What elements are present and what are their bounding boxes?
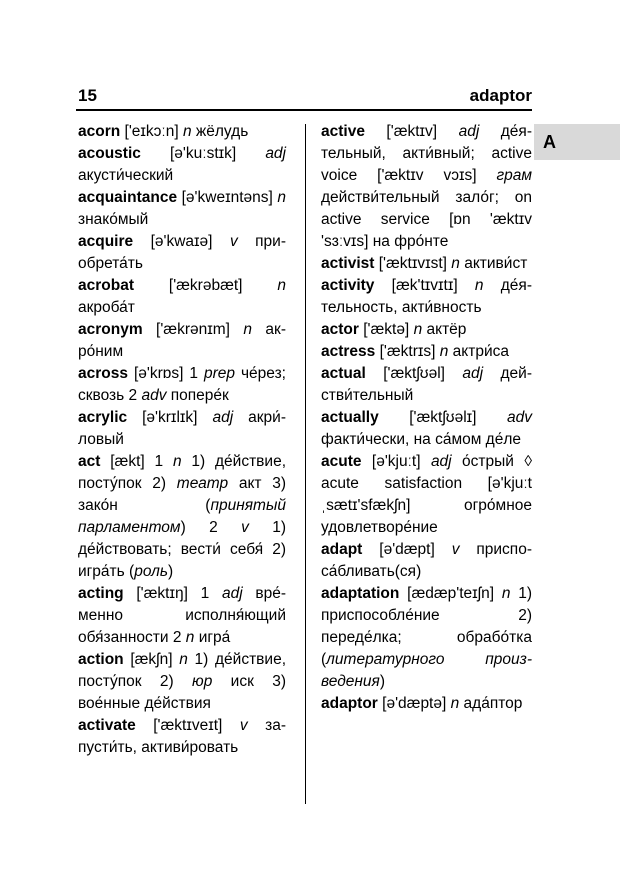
headword: acquaintance — [78, 189, 178, 206]
grammar-label: adj — [212, 409, 234, 426]
dictionary-entry — [78, 143, 286, 187]
definition-text: запусти́ть, активи́ровать — [78, 717, 286, 756]
definition-text: акро́ним — [78, 321, 286, 360]
headword: activist — [321, 255, 375, 272]
dictionary-entry — [78, 583, 286, 649]
definition-text: ['eɪkɔːn] — [120, 123, 183, 140]
dictionary-entry — [321, 319, 532, 341]
dictionary-entry — [78, 649, 286, 715]
definition-text: ) — [379, 673, 385, 690]
definition-text: актёр — [422, 321, 467, 338]
letter-tab-label: A — [543, 131, 556, 152]
definition-text: акроба́т — [78, 299, 135, 316]
headword: across — [78, 365, 128, 382]
grammar-label: юр — [192, 673, 213, 690]
definition-text: ) — [168, 563, 174, 580]
definition-text: 1) де́йствие, посту́пок 2) — [78, 453, 286, 492]
definition-text: акри́ловый — [78, 409, 286, 448]
grammar-label: adj — [462, 365, 484, 382]
definition-text: [ə'dæpt] — [362, 541, 452, 558]
headword: acrylic — [78, 409, 128, 426]
definition-text: ['ækrəbæt] — [134, 277, 278, 294]
page-number: 15 — [78, 86, 97, 105]
dictionary-entry — [321, 275, 532, 319]
headword: adaptation — [321, 585, 400, 602]
grammar-label: v — [229, 233, 238, 250]
definition-text: вре́менно исполня́ющий обя́занности 2 — [78, 585, 286, 646]
grammar-label: prep — [203, 365, 236, 382]
definition-text: ['æktɪŋ] 1 — [123, 585, 222, 602]
grammar-label: n — [474, 277, 484, 294]
grammar-label: n — [413, 321, 423, 338]
dictionary-entry — [321, 341, 532, 363]
dictionary-entry — [78, 715, 286, 759]
grammar-label: adv — [141, 387, 167, 404]
definition-text: приспоса́бливать(ся) — [321, 541, 532, 580]
definition-text: действи́тельный — [321, 365, 532, 404]
definition-text: актри́са — [448, 343, 510, 360]
grammar-label: n — [451, 255, 460, 272]
grammar-label: n — [501, 585, 511, 602]
dictionary-entry — [78, 275, 286, 319]
grammar-label: n — [439, 343, 449, 360]
definition-text: активи́ст — [459, 255, 528, 272]
definition-text: попере́к — [166, 387, 229, 404]
definition-text: акусти́ческий — [78, 167, 174, 184]
dictionary-entry — [321, 253, 532, 275]
grammar-label: n — [277, 189, 286, 206]
definition-text: знако́мый — [78, 211, 149, 228]
grammar-label: роль — [134, 563, 168, 580]
definition-text: [ækt] 1 — [100, 453, 173, 470]
definition-text: ['æktrɪs] — [375, 343, 440, 360]
dictionary-entry — [321, 539, 532, 583]
dictionary-entry — [321, 363, 532, 407]
definition-text: акт 3) зако́н ( — [78, 475, 286, 514]
dictionary-entry — [321, 121, 532, 253]
headword: acting — [78, 585, 124, 602]
dictionary-entry — [321, 583, 532, 693]
definition-text: че́рез; сквозь 2 — [78, 365, 286, 404]
dictionary-entry — [78, 451, 286, 583]
grammar-label: adj — [265, 145, 286, 162]
definition-text: [ækʃn] — [123, 651, 180, 668]
headword: acrobat — [78, 277, 134, 294]
headword: acoustic — [78, 145, 141, 162]
definition-text: действи́тельный зало́г; on active service [ɒn 'æktɪv 'sɜːvɪs] на фро́нте — [321, 189, 532, 250]
grammar-label: adj — [221, 585, 243, 602]
definition-text: ['æktɪveɪt] — [135, 717, 240, 734]
dictionary-entry — [78, 231, 286, 275]
grammar-label: v — [451, 541, 460, 558]
grammar-label: n — [179, 651, 188, 668]
headword: act — [78, 453, 101, 470]
grammar-label: adj — [430, 453, 452, 470]
headword: active — [321, 123, 365, 140]
definition-text: иск 3) вое́нные де́йствия — [78, 673, 286, 712]
definition-text: [ə'krɪlɪk] — [127, 409, 213, 426]
dictionary-entry — [78, 319, 286, 363]
headword: acquire — [78, 233, 134, 250]
definition-text: [ə'kwaɪə] — [133, 233, 230, 250]
definition-text: [ædæp'teɪʃn] — [399, 585, 502, 602]
dictionary-entry — [78, 121, 286, 143]
grammar-label: литературного произведения — [321, 651, 532, 690]
definition-text: жёлудь — [191, 123, 249, 140]
headword: actual — [321, 365, 366, 382]
definition-text: [ə'kuːstɪk] — [140, 145, 266, 162]
column-divider — [305, 124, 306, 804]
grammar-label: n — [182, 123, 192, 140]
grammar-label: n — [450, 695, 460, 712]
headword: activity — [321, 277, 375, 294]
dictionary-entry — [78, 187, 286, 231]
definition-text: [ə'dæptə] — [377, 695, 451, 712]
dictionary-entry — [78, 363, 286, 407]
definition-text: ['æktʃʊəl] — [365, 365, 463, 382]
grammar-label: v — [239, 717, 248, 734]
definition-text: де́ятельный, акти́вный; active voice ['æktɪv vɔɪs] — [321, 123, 532, 184]
header-rule — [76, 109, 532, 111]
definition-text: ['ækrənɪm] — [142, 321, 244, 338]
definition-text: ['æktʃʊəlɪ] — [378, 409, 507, 426]
definition-text: о́стрый ◊ acute satisfaction [ə'kjuːt ˌsætɪ'sfækʃn] огро́мное удовлетворе́ние — [321, 453, 532, 536]
grammar-label: v — [241, 519, 249, 536]
grammar-label: театр — [176, 475, 229, 492]
right-column — [321, 121, 532, 715]
definition-text: ['æktɪv] — [364, 123, 459, 140]
headword: actually — [321, 409, 379, 426]
definition-text: ['æktɪvɪst] — [374, 255, 452, 272]
definition-text: факти́чески, на са́мом де́ле — [321, 431, 522, 448]
dictionary-entry — [321, 693, 532, 715]
definition-text: де́ятельность, акти́вность — [321, 277, 532, 316]
definition-text: 1) де́йствие, посту́пок 2) — [78, 651, 286, 690]
headword: acute — [321, 453, 362, 470]
grammar-label: грам — [496, 167, 532, 184]
dictionary-entry — [321, 451, 532, 539]
grammar-label: adj — [458, 123, 480, 140]
definition-text: 1) приспособле́ние 2) переде́лка; обрабо́тка ( — [321, 585, 532, 668]
definition-text: 1) де́йствовать; вести́ себя́ 2) игра́ть ( — [78, 519, 286, 580]
definition-text: [ə'kweɪntəns] — [177, 189, 278, 206]
headword: adapt — [321, 541, 363, 558]
grammar-label: n — [277, 277, 286, 294]
definition-text: игра́ — [194, 629, 231, 646]
grammar-label: n — [243, 321, 252, 338]
headword: acorn — [78, 123, 121, 140]
headword: action — [78, 651, 124, 668]
definition-text: [ə'krɒs] 1 — [127, 365, 204, 382]
definition-text: ) 2 — [180, 519, 242, 536]
running-head: adaptor — [469, 86, 532, 105]
left-column — [78, 121, 286, 759]
dictionary-entry — [321, 407, 532, 451]
headword: activate — [78, 717, 136, 734]
letter-tab — [534, 124, 620, 160]
headword: actor — [321, 321, 359, 338]
grammar-label: adv — [507, 409, 532, 426]
headword: actress — [321, 343, 376, 360]
headword: adaptor — [321, 695, 378, 712]
grammar-label: принятый парламентом — [78, 497, 286, 536]
definition-text: ада́птор — [459, 695, 523, 712]
definition-text: [ə'kjuːt] — [361, 453, 431, 470]
headword: acronym — [78, 321, 143, 338]
grammar-label: n — [185, 629, 195, 646]
dictionary-entry — [78, 407, 286, 451]
definition-text: [æk'tɪvɪtɪ] — [374, 277, 475, 294]
definition-text: приобрета́ть — [78, 233, 286, 272]
definition-text: ['æktə] — [358, 321, 414, 338]
grammar-label: n — [172, 453, 182, 470]
